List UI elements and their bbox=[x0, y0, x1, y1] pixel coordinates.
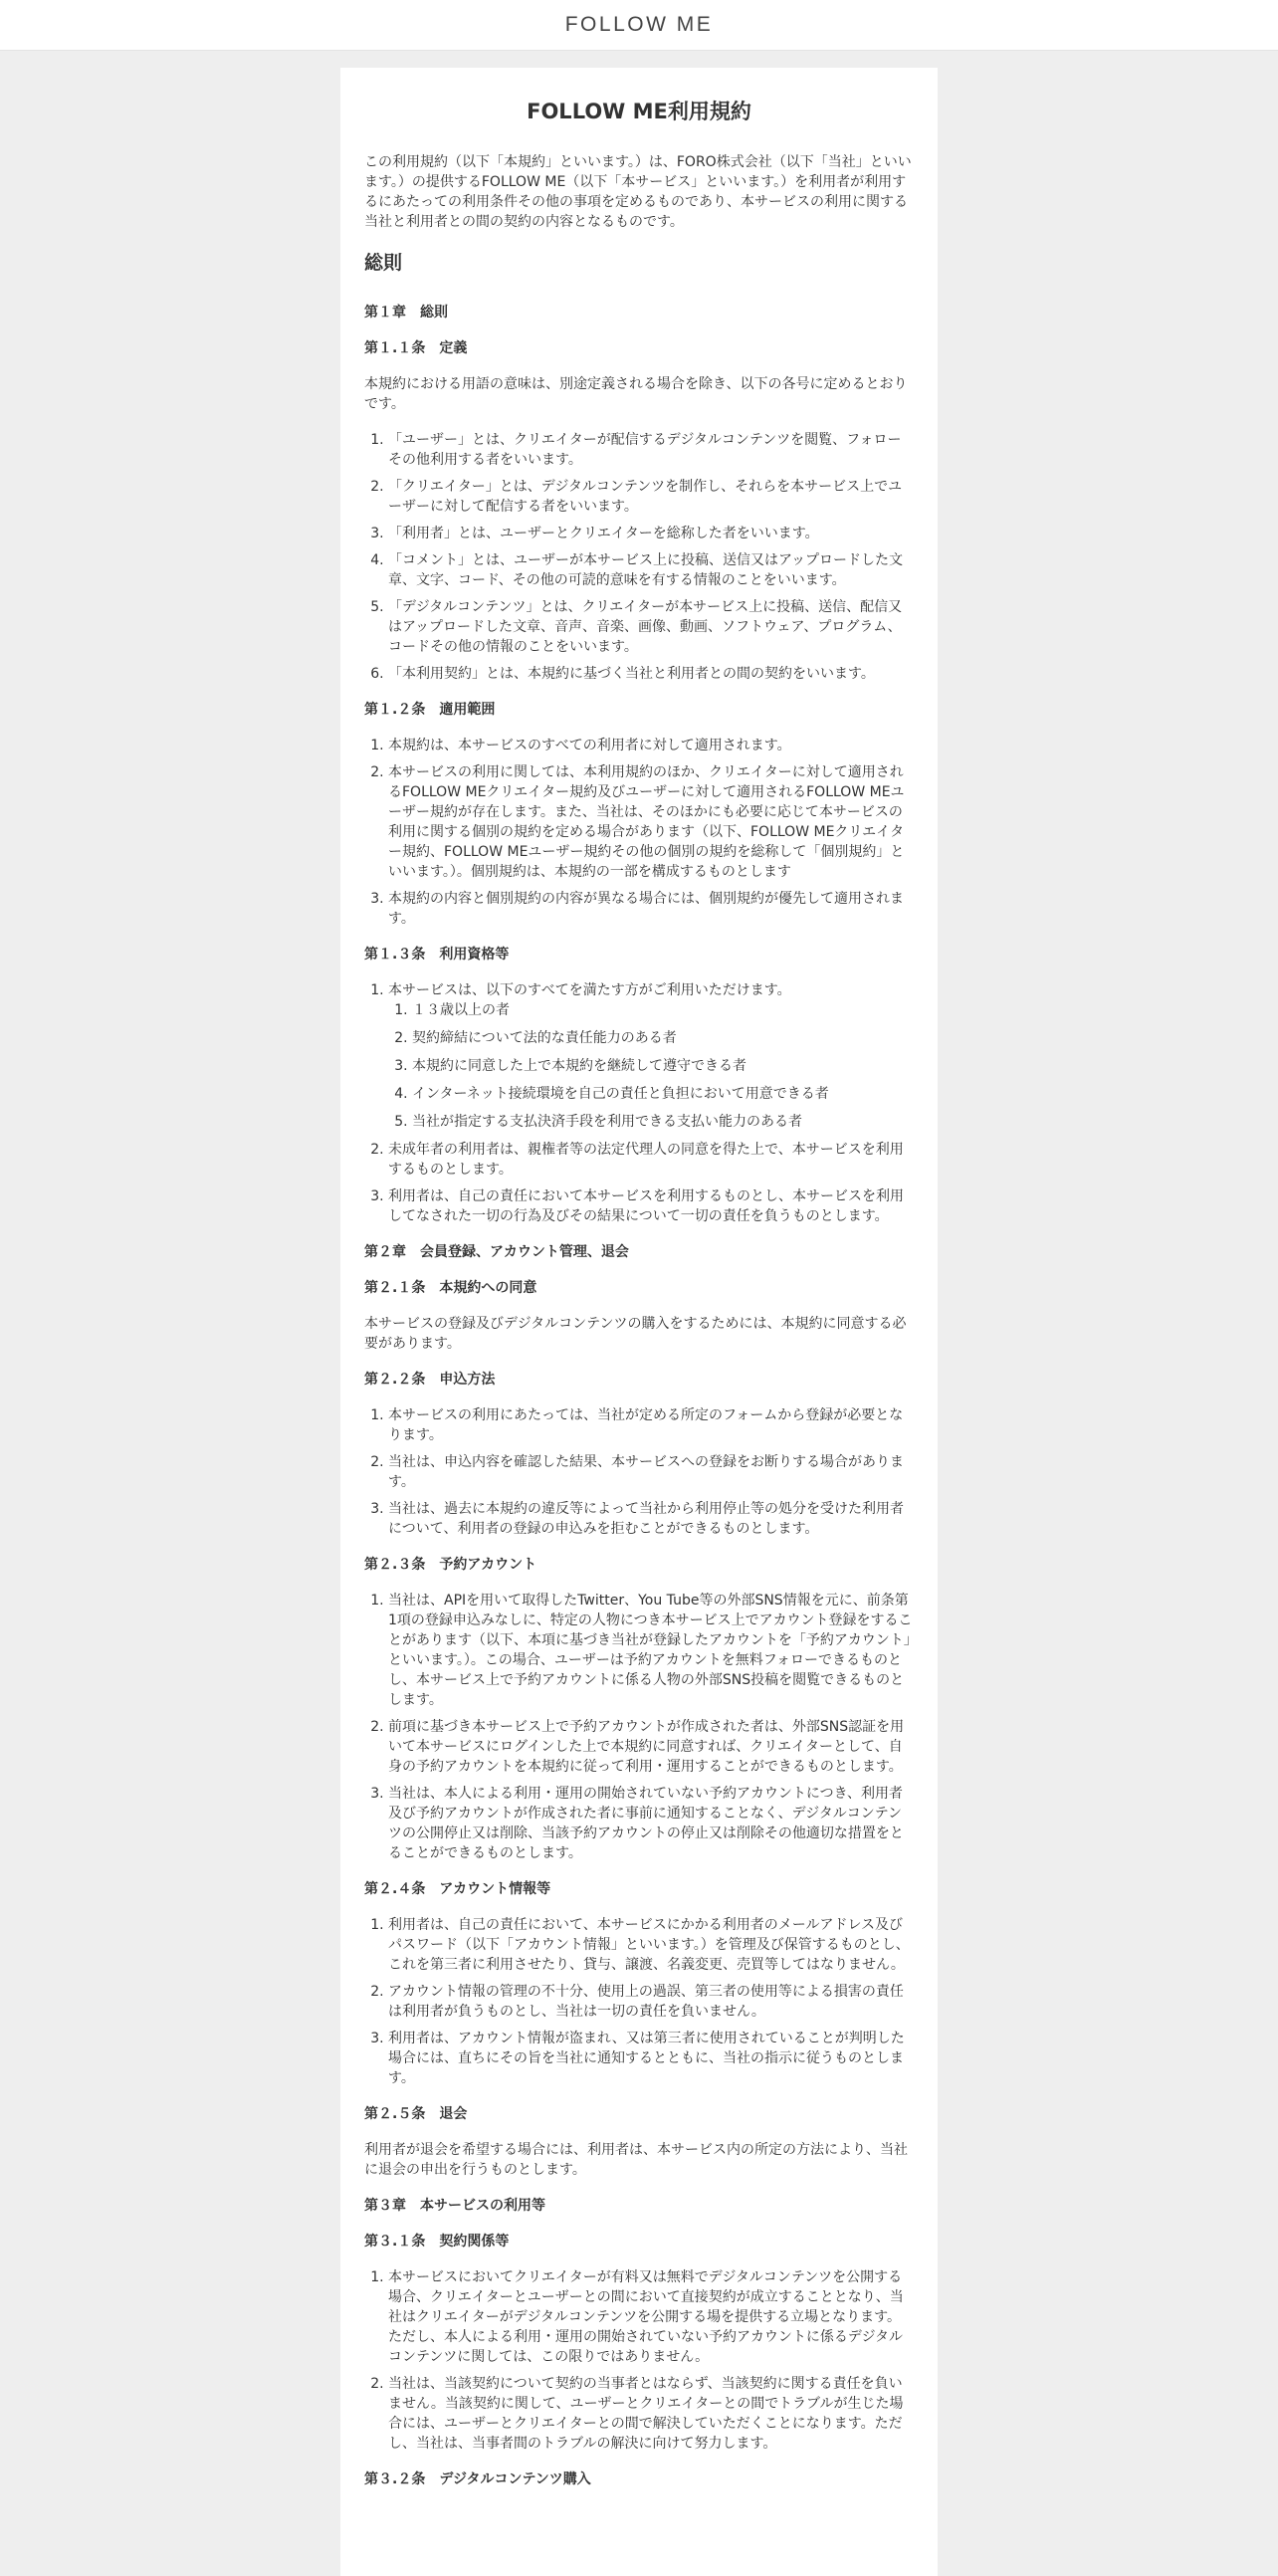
page-title: FOLLOW ME利用規約 bbox=[527, 100, 751, 123]
list-item: 5. 「デジタルコンテンツ」とは、クリエイターが本サービス上に投稿、送信、配信又はアップロードした文章、音声、音楽、画像、動画、ソフトウェア、プログラム、コードその他の情報のことをいいます。 bbox=[388, 597, 914, 657]
list-item: 4. 「コメント」とは、ユーザーが本サービス上に投稿、送信又はアップロードした文章、文字、コード、その他の可読的意味を有する情報のことをいいます。 bbox=[388, 550, 914, 590]
sublist-item: 2. 契約締結について法的な責任能力のある者 bbox=[412, 1028, 914, 1048]
article-2-1-heading: 第２.１条 本規約への同意 bbox=[364, 1280, 537, 1297]
article-2-1-text: 本サービスの登録及びデジタルコンテンツの購入をするためには、本規約に同意する必要があります。 bbox=[364, 1316, 907, 1353]
list-item: 2. 本サービスの利用に関しては、本利用規約のほか、クリエイターに対して適用されるFOLLOW MEクリエイター規約及びユーザーに対して適用されるFOLLOW MEユーザー規約が存在します。また、当社は、そのほかにも必要に応じて本サービスの利用に関する個別の規約を定める場合があります（以下、FOLLOW MEクリエイター規約、FOLLOW MEユーザー規約その他の個別の規約を総称して「個別規約」といいます。）。個別規約は、本規約の一部を構成するものとします bbox=[388, 762, 914, 882]
sublist-item: 4. インターネット接続環境を自己の責任と負担において用意できる者 bbox=[412, 1084, 914, 1104]
article-2-3-heading: 第２.３条 予約アカウント bbox=[364, 1557, 537, 1574]
article-1-1-intro: 本規約における用語の意味は、別途定義される場合を除き、以下の各号に定めるとおりです。 bbox=[364, 376, 908, 413]
chapter-2-heading: 第２章 会員登録、アカウント管理、退会 bbox=[364, 1244, 629, 1261]
section-heading-general: 総則 bbox=[364, 252, 403, 275]
article-2-4-heading: 第２.４条 アカウント情報等 bbox=[364, 1881, 551, 1898]
article-1-3-list bbox=[364, 980, 914, 1226]
article-2-2-list bbox=[364, 1405, 914, 1539]
list-item-text: 本サービスは、以下のすべてを満たす方がご利用いただけます。 bbox=[388, 982, 791, 999]
article-1-3-heading: 第１.３条 利用資格等 bbox=[364, 947, 510, 964]
list-item: 3. 利用者は、アカウント情報が盗まれ、又は第三者に使用されていることが判明した場合には、直ちにその旨を当社に通知するとともに、当社の指示に従うものとします。 bbox=[388, 2029, 914, 2088]
list-item: 1. 当社は、APIを用いて取得したTwitter、You Tube等の外部SNS情報を元に、前条第1項の登録申込みなしに、特定の人物につき本サービス上でアカウント登録をすることがあります（以下、本項に基づき当社が登録したアカウントを「予約アカウント」といいます。）。この場合、ユーザーは予約アカウントを無料フォローできるものとし、本サービス上で予約アカウントに係る人物の外部SNS投稿を閲覧できるものとします。 bbox=[388, 1591, 914, 1710]
article-1-2-list bbox=[364, 736, 914, 929]
list-item bbox=[388, 980, 914, 1132]
list-item: 3. 当社は、本人による利用・運用の開始されていない予約アカウントにつき、利用者及び予約アカウントが作成された者に事前に通知することなく、デジタルコンテンツの公開停止又は削除、当該予約アカウントの停止又は削除その他適切な措置をとることができるものとします。 bbox=[388, 1784, 914, 1863]
sublist-item: 5. 当社が指定する支払決済手段を利用できる支払い能力のある者 bbox=[412, 1112, 914, 1132]
list-item: 2. 「クリエイター」とは、デジタルコンテンツを制作し、それらを本サービス上でユーザーに対して配信する者をいいます。 bbox=[388, 477, 914, 517]
article-2-3-list bbox=[364, 1591, 914, 1863]
list-item: 3. 利用者は、自己の責任において本サービスを利用するものとし、本サービスを利用してなされた一切の行為及びその結果について一切の責任を負うものとします。 bbox=[388, 1186, 914, 1226]
list-item: 2. 当社は、申込内容を確認した結果、本サービスへの登録をお断りする場合があります。 bbox=[388, 1452, 914, 1492]
article-1-1-list bbox=[364, 430, 914, 684]
list-item: 1. 本サービスにおいてクリエイターが有料又は無料でデジタルコンテンツを公開する場合、クリエイターとユーザーとの間において直接契約が成立することとなり、当社はクリエイターがデジタルコンテンツを公開する場を提供する立場となります。ただし、本人による利用・運用の開始されていない予約アカウントに係るデジタルコンテンツに関しては、この限りではありません。 bbox=[388, 2267, 914, 2367]
article-3-1-heading: 第３.１条 契約関係等 bbox=[364, 2234, 510, 2251]
article-2-5-text: 利用者が退会を希望する場合には、利用者は、本サービス内の所定の方法により、当社に退会の申出を行うものとします。 bbox=[364, 2142, 908, 2179]
list-item: 3. 本規約の内容と個別規約の内容が異なる場合には、個別規約が優先して適用されます。 bbox=[388, 889, 914, 929]
intro-paragraph: この利用規約（以下「本規約」といいます。）は、FORO株式会社（以下「当社」といいます。）の提供するFOLLOW ME（以下「本サービス」といいます。）を利用者が利用するにあたっての利用条件その他の事項を定めるものであり、本サービスの利用に関する当社と利用者との間の契約の内容となるものです。 bbox=[364, 154, 912, 231]
chapter-3-heading: 第３章 本サービスの利用等 bbox=[364, 2198, 545, 2215]
list-item: 1. 利用者は、自己の責任において、本サービスにかかる利用者のメールアドレス及びパスワード（以下「アカウント情報」といいます。）を管理及び保管するものとし、これを第三者に利用させたり、貸与、譲渡、名義変更、売買等してはなりません。 bbox=[388, 1915, 914, 1975]
terms-document bbox=[340, 68, 938, 2576]
article-2-2-heading: 第２.２条 申込方法 bbox=[364, 1372, 496, 1389]
list-item: 2. 未成年者の利用者は、親権者等の法定代理人の同意を得た上で、本サービスを利用するものとします。 bbox=[388, 1140, 914, 1180]
sublist-item: 1. １３歳以上の者 bbox=[412, 1000, 914, 1020]
list-item: 1. 本サービスの利用にあたっては、当社が定める所定のフォームから登録が必要となります。 bbox=[388, 1405, 914, 1445]
article-3-2-heading: 第３.２条 デジタルコンテンツ購入 bbox=[364, 2471, 591, 2488]
list-item: 1. 本規約は、本サービスのすべての利用者に対して適用されます。 bbox=[388, 736, 914, 755]
list-item: 3. 「利用者」とは、ユーザーとクリエイターを総称した者をいいます。 bbox=[388, 524, 914, 543]
article-3-1-list bbox=[364, 2267, 914, 2454]
list-item: 2. 前項に基づき本サービス上で予約アカウントが作成された者は、外部SNS認証を用いて本サービスにログインした上で本規約に同意すれば、クリエイターとして、自身の予約アカウントを本規約に従って利用・運用することができるものとします。 bbox=[388, 1717, 914, 1777]
article-1-3-sublist bbox=[388, 1000, 914, 1132]
list-item: 6. 「本利用契約」とは、本規約に基づく当社と利用者との間の契約をいいます。 bbox=[388, 664, 914, 684]
chapter-1-heading: 第１章 総則 bbox=[364, 305, 448, 322]
top-header bbox=[0, 0, 1278, 51]
article-1-2-heading: 第１.２条 適用範囲 bbox=[364, 702, 496, 719]
list-item: 3. 当社は、過去に本規約の違反等によって当社から利用停止等の処分を受けた利用者について、利用者の登録の申込みを拒むことができるものとします。 bbox=[388, 1499, 914, 1539]
sublist-item: 3. 本規約に同意した上で本規約を継続して遵守できる者 bbox=[412, 1056, 914, 1076]
list-item: 2. アカウント情報の管理の不十分、使用上の過誤、第三者の使用等による損害の責任は利用者が負うものとし、当社は一切の責任を負いません。 bbox=[388, 1982, 914, 2022]
list-item: 2. 当社は、当該契約について契約の当事者とはならず、当該契約に関する責任を負いません。当該契約に関して、ユーザーとクリエイターとの間でトラブルが生じた場合には、ユーザーとクリエイターとの間で解決していただくことになります。ただし、当社は、当事者間のトラブルの解決に向けて努力します。 bbox=[388, 2374, 914, 2454]
article-2-5-heading: 第２.５条 退会 bbox=[364, 2106, 468, 2123]
article-1-1-heading: 第１.１条 定義 bbox=[364, 340, 468, 357]
article-2-4-list bbox=[364, 1915, 914, 2088]
brand-logo[interactable]: FOLLOW ME bbox=[564, 13, 714, 36]
list-item: 1. 「ユーザー」とは、クリエイターが配信するデジタルコンテンツを閲覧、フォローその他利用する者をいいます。 bbox=[388, 430, 914, 470]
